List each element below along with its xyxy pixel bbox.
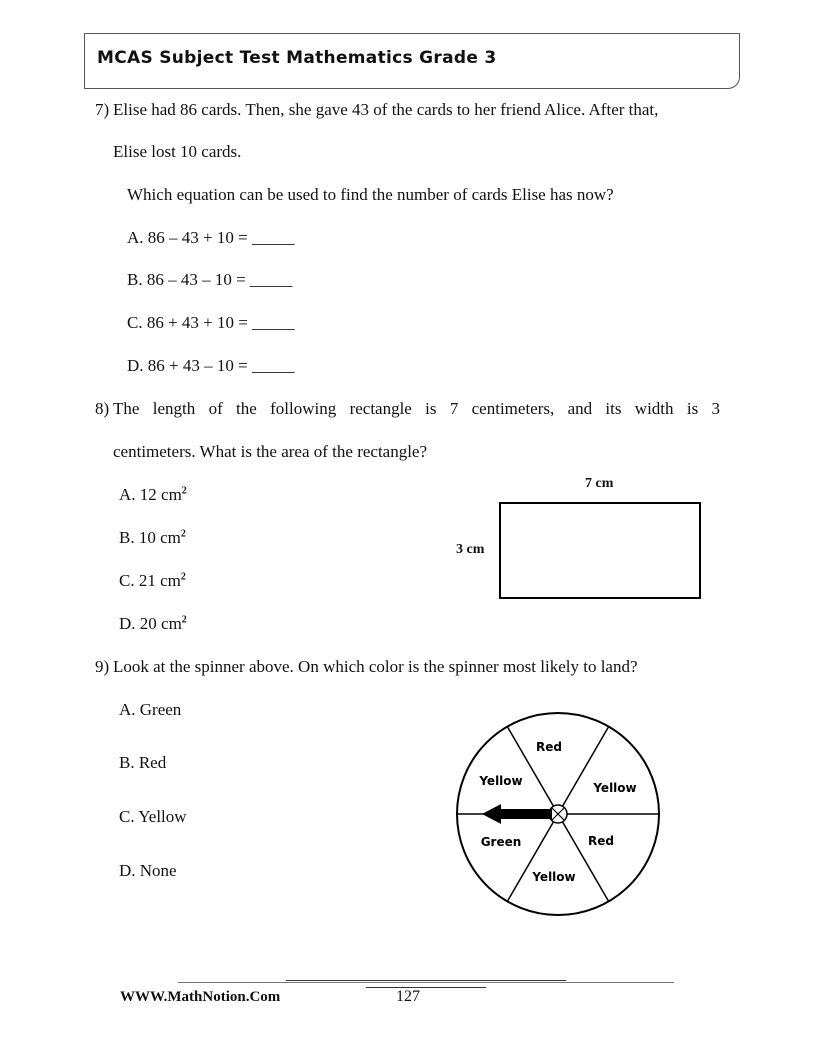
q8-line1-word: of (208, 399, 223, 418)
q8-number: 8) (95, 399, 110, 418)
spinner-label-bottom: Yellow (532, 870, 576, 884)
q8-line1-word: centimeters, (471, 399, 555, 418)
q8-line1-word: rectangle (349, 399, 412, 418)
spinner-label-top: Red (536, 740, 562, 754)
rectangle-figure (499, 502, 701, 599)
rectangle-length-label: 7 cm (585, 476, 614, 491)
q8-option-b[interactable]: B. 10 $cm^2$ (119, 528, 186, 547)
footer-rule-short (366, 987, 486, 988)
page-number: 127 (396, 988, 420, 1005)
q9-number: 9) (95, 657, 110, 676)
q7-number: 7) (95, 100, 110, 119)
q7-option-c[interactable]: C. 86 + 43 + 10 = _____ (127, 313, 295, 332)
q8-line1-word: The (113, 399, 140, 418)
spinner-label-lower-left: Green (480, 835, 522, 849)
page-title: MCAS Subject Test Mathematics Grade 3 (97, 48, 497, 68)
q9-question: Look at the spinner above. On which color is the spinner most likely to land? (113, 657, 638, 676)
spinner-figure (455, 710, 665, 920)
q8-line1-word: 7 (449, 399, 459, 418)
q7-text-line2: Elise lost 10 cards. (113, 142, 242, 161)
q8-text-line1 (113, 399, 720, 419)
spinner-label-upper-right: Yellow (593, 781, 637, 795)
q8-option-c[interactable]: C. 21 $cm^2$ (119, 571, 186, 590)
footer-rule (178, 982, 674, 983)
q9-option-d[interactable]: D. None (119, 861, 177, 880)
q7-option-d[interactable]: D. 86 + 43 – 10 = _____ (127, 356, 295, 375)
q9-option-c[interactable]: C. Yellow (119, 807, 187, 826)
q7-option-a[interactable]: A. 86 – 43 + 10 = _____ (127, 228, 295, 247)
q8-line1-word: is (686, 399, 699, 418)
footer-rule-dark (286, 980, 566, 981)
q7-option-b[interactable]: B. 86 – 43 – 10 = _____ (127, 270, 293, 289)
q9-option-b[interactable]: B. Red (119, 753, 167, 772)
q8-line1-word: and (567, 399, 593, 418)
spinner-label-lower-right: Red (588, 834, 614, 848)
q8-text-line2: centimeters. What is the area of the rectangle? (113, 442, 428, 461)
q8-line1-word: the (236, 399, 257, 418)
q8-line1-word: 3 (711, 399, 720, 418)
q9-option-a[interactable]: A. Green (119, 700, 182, 719)
spinner-label-upper-left: Yellow (479, 774, 523, 788)
q8-line1-word: width (634, 399, 674, 418)
q8-option-d[interactable]: D. 20 $cm^2$ (119, 614, 187, 633)
q7-text-line1: Elise had 86 cards. Then, she gave 43 of the cards to her friend Alice. After that, (113, 100, 659, 119)
footer-site: WWW.MathNotion.Com (120, 989, 281, 1005)
q8-line1-word: its (605, 399, 622, 418)
rectangle-width-label: 3 cm (456, 542, 485, 557)
q8-line1-word: is (425, 399, 437, 418)
q8-line1-word: length (152, 399, 196, 418)
q8-option-a[interactable]: A. 12 $cm^2$ (119, 485, 187, 504)
q7-question: Which equation can be used to find the number of cards Elise has now? (127, 185, 614, 204)
q8-line1-word: following (270, 399, 337, 418)
